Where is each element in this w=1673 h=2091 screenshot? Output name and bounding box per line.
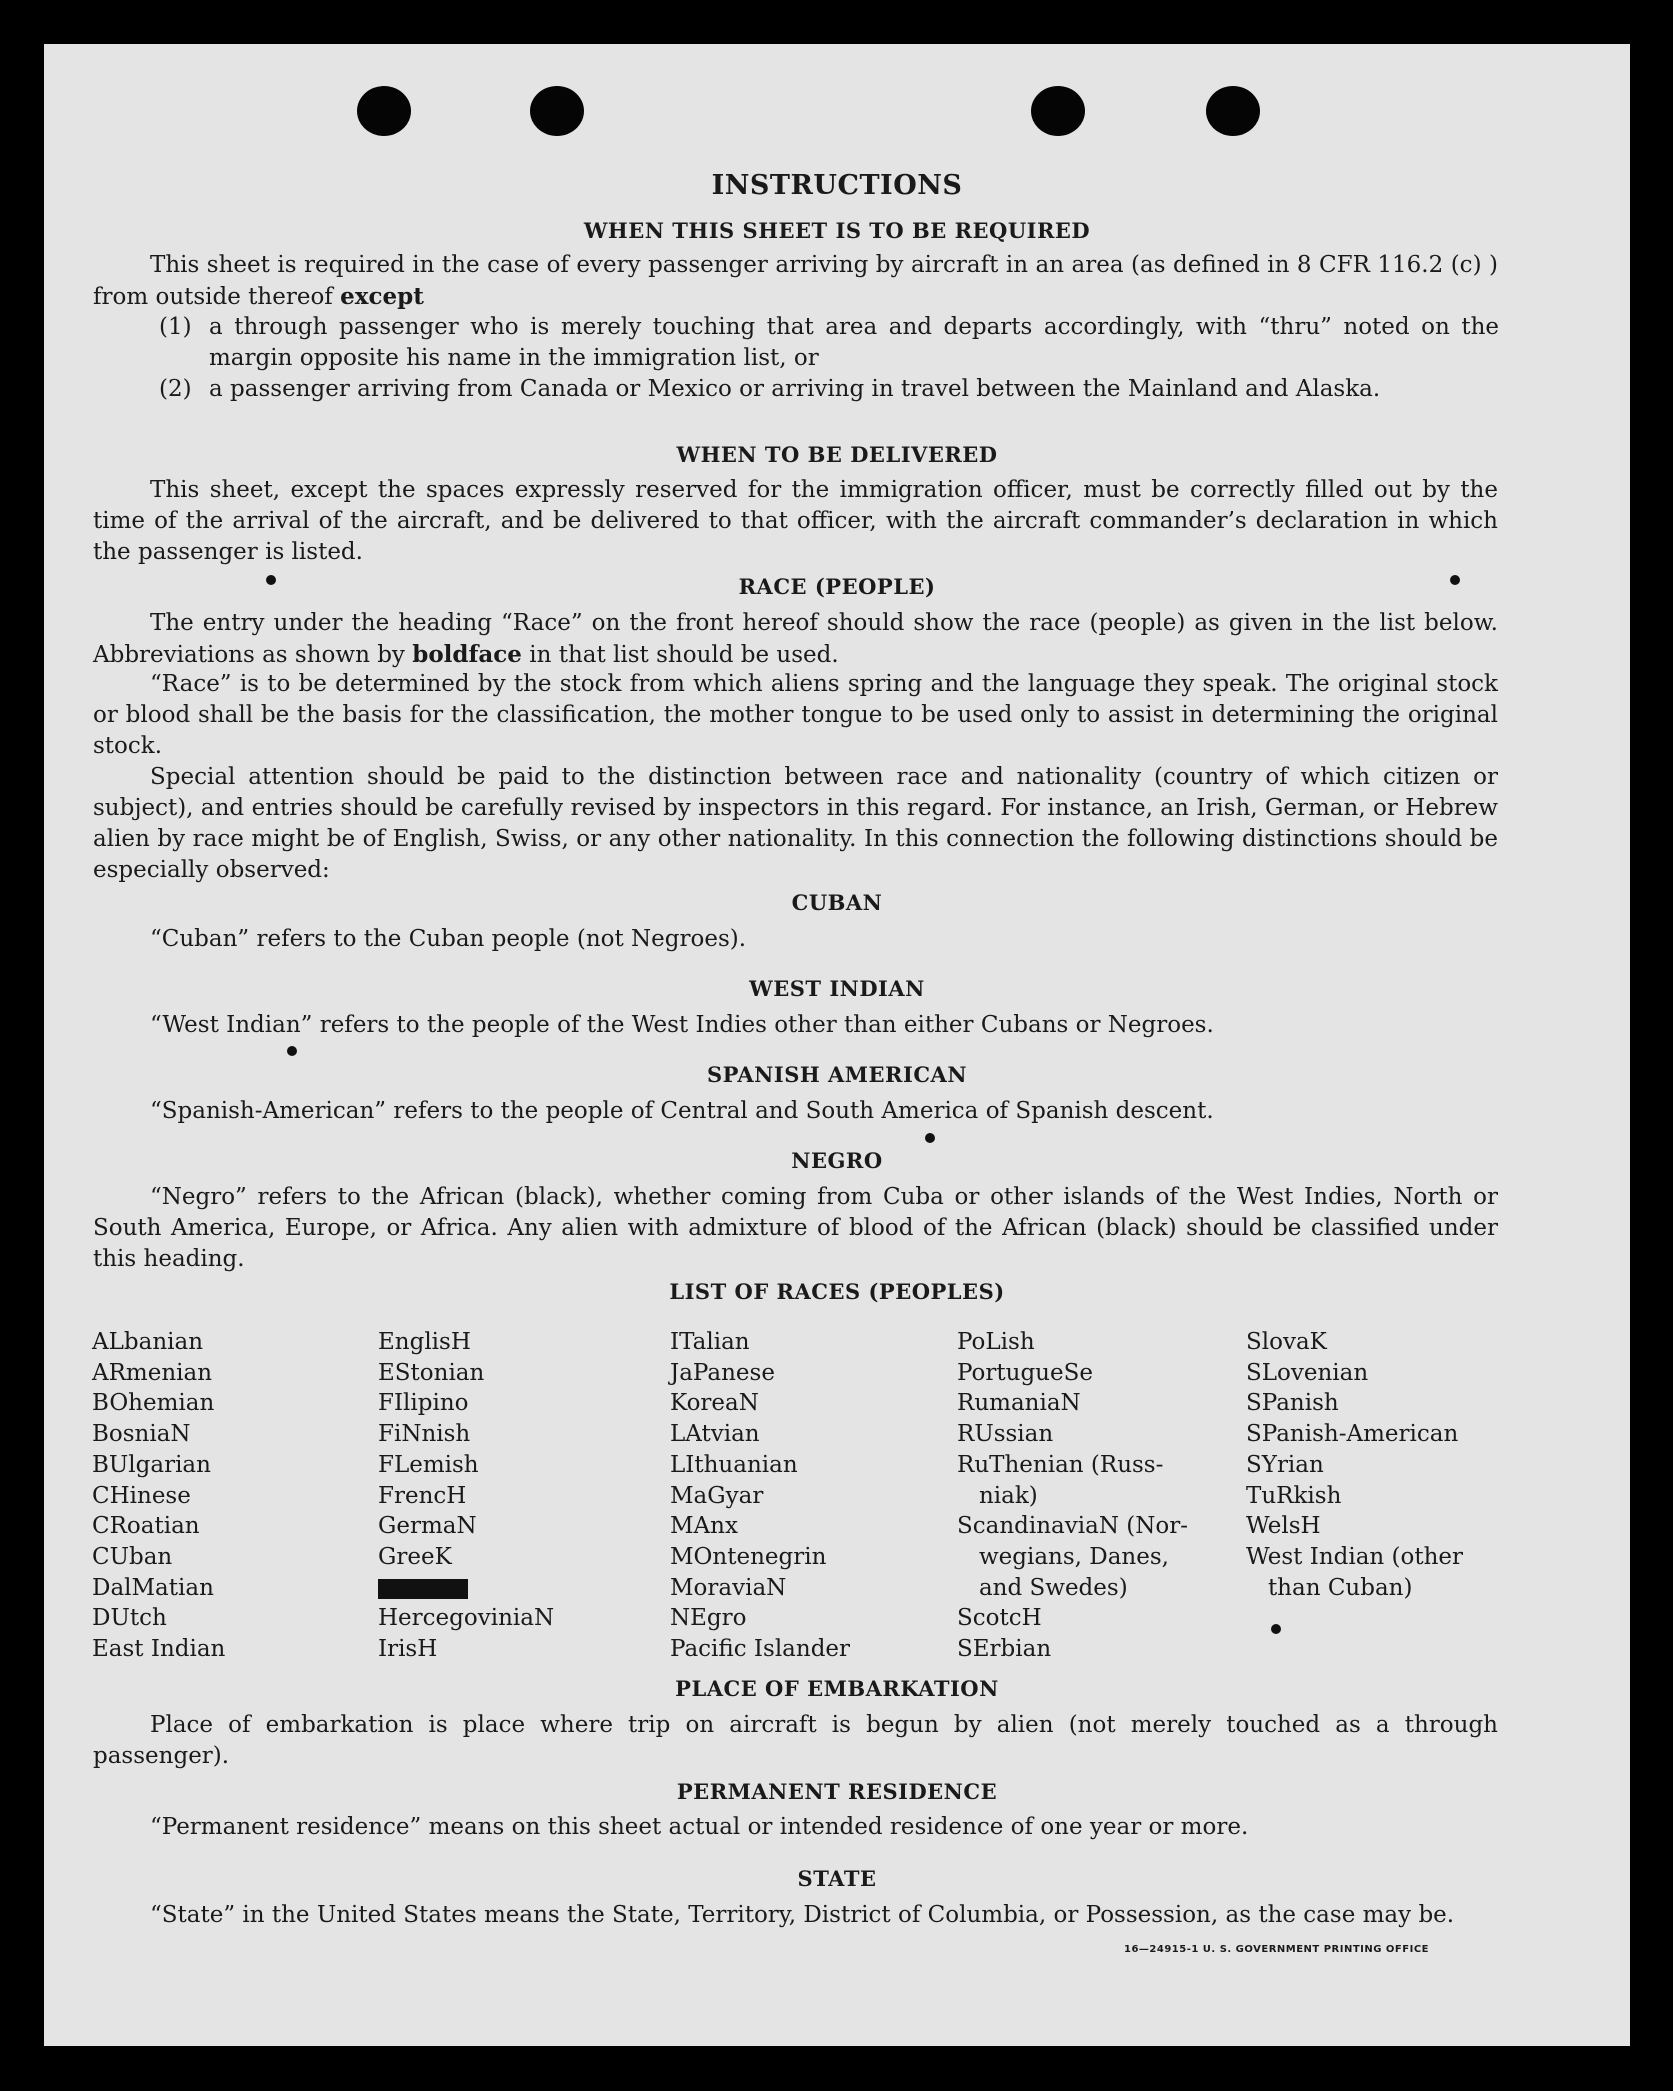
race-entry: SErbian [957,1636,1052,1663]
negro-text: “Negro” refers to the African (black), whether coming from Cuba or other islands of the West Indies, North or South America, Europe, or Africa. Any alien with admixture of blood of the African (black) should be classified under this heading. [93,1184,1498,1272]
race-paragraph-1: The entry under the heading “Race” on the front hereof should show the race (people) as given in the list below. Abbreviations as shown by boldface in that list should be used. [93,610,1498,668]
race-entry: wegians, Danes, [957,1543,1169,1570]
race-entry: RUssian [957,1421,1054,1448]
heading-west-indian: WEST INDIAN [749,976,925,1001]
race-entry: KoreaN [670,1390,759,1417]
race-entry: NEgro [670,1605,747,1632]
race-entry: LAtvian [670,1421,760,1448]
race-entry: West Indian (other [1246,1543,1464,1570]
race-entry: TuRkish [1246,1482,1342,1509]
cuban-text: “Cuban” refers to the Cuban people (not Negroes). [150,926,747,952]
race-entry: ScotcH [957,1605,1042,1632]
residence-text: “Permanent residence” means on this sheet actual or intended residence of one year or more. [150,1814,1249,1840]
race-entry: EStonian [378,1359,485,1386]
race-entry: EnglisH [378,1329,471,1355]
printing-office-footer: 16—24915-1 U. S. GOVERNMENT PRINTING OFFICE [1124,1944,1429,1955]
race-entry: ALbanian [92,1329,204,1355]
race-entry: IrisH [378,1636,438,1663]
races-column-3 [670,1327,850,1665]
race-entry: FiNnish [378,1421,471,1448]
ink-speck [925,1133,935,1143]
heading-delivered: WHEN TO BE DELIVERED [676,442,998,467]
race-entry: SPanish [1246,1390,1339,1417]
page-title: INSTRUCTIONS [711,170,963,201]
heading-cuban: CUBAN [791,890,883,915]
race-entry: FrencH [378,1482,467,1509]
heading-embarkation: PLACE OF EMBARKATION [675,1676,999,1701]
race-entry: MaGyar [670,1482,764,1509]
race-entry: CUban [92,1543,173,1570]
race-entry: MOntenegrin [670,1543,827,1570]
race-entry: and Swedes) [957,1574,1128,1601]
race-entry: LIthuanian [670,1451,798,1478]
heading-state: STATE [797,1866,877,1891]
punch-hole [1206,86,1260,136]
punch-hole [357,86,411,136]
punch-hole [1031,86,1085,136]
required-item-2: (2) a passenger arriving from Canada or Mexico or arriving in travel between the Mainland and Alaska. [159,376,1381,402]
race-entry: BOhemian [92,1390,215,1417]
race-entry: CRoatian [92,1513,200,1540]
race-entry: BosniaN [92,1421,191,1448]
ink-speck [287,1046,297,1056]
document-sheet [44,44,1630,2046]
ink-speck [266,575,276,585]
races-column-4 [957,1327,1188,1665]
race-entry: DalMatian [92,1574,214,1601]
race-entry: JaPanese [670,1359,775,1386]
race-entry: PoLish [957,1329,1035,1355]
race-entry: Pacific Islander [670,1636,851,1663]
race-entry: East Indian [92,1636,226,1663]
heading-required: WHEN THIS SHEET IS TO BE REQUIRED [583,218,1091,243]
state-text: “State” in the United States means the State, Territory, District of Columbia, or Possession, as the case may be. [150,1902,1455,1928]
race-entry: RuThenian (Russ- [957,1451,1164,1478]
required-item-1: (1) a through passenger who is merely touching that area and departs accordingly, with “thru” noted on the margin opposite his name in the immigration list, or [159,314,1499,371]
heading-race: RACE (PEOPLE) [738,574,936,599]
heading-spanish-american: SPANISH AMERICAN [706,1062,968,1087]
race-entry: RumaniaN [957,1390,1081,1417]
race-entry: FIlipino [378,1390,469,1417]
delivered-text: This sheet, except the spaces expressly reserved for the immigration officer, must be correctly filled out by the time of the arrival of the aircraft, and be delivered to that officer, with the aircraft commander’s declaration in which the passenger is listed. [93,477,1498,565]
race-entry: GreeK [378,1543,452,1570]
spanish-american-text: “Spanish-American” refers to the people of Central and South America of Spanish descent. [150,1098,1214,1124]
race-entry: GermaN [378,1513,477,1540]
race-entry: ScandinaviaN (Nor- [957,1513,1188,1540]
west-indian-text: “West Indian” refers to the people of the West Indies other than either Cubans or Negroes. [150,1012,1214,1038]
race-entry: DUtch [92,1605,167,1632]
races-column-1 [92,1327,225,1665]
punch-hole [530,86,584,136]
embarkation-text: Place of embarkation is place where trip on aircraft is begun by alien (not merely touched as a through passenger). [93,1712,1498,1769]
required-intro: This sheet is required in the case of every passenger arriving by aircraft in an area (as defined in 8 CFR 116.2 (c) ) from outside thereof except [93,252,1498,310]
race-paragraph-3: Special attention should be paid to the distinction between race and nationality (country of which citizen or subject), and entries should be carefully revised by inspectors in this regard. For instance, an Irish, German, or Hebrew alien by race might be of English, Swiss, or any other nationality. In this connection the following distinctions should be especially observed: [93,764,1498,883]
race-entry: HercegoviniaN [378,1605,555,1632]
race-entry: SLovenian [1246,1359,1369,1386]
race-entry: ARmenian [92,1359,213,1386]
race-entry: MAnx [670,1513,738,1540]
race-entry: WelsH [1246,1513,1321,1540]
race-entry: MoraviaN [670,1574,787,1601]
race-entry: BUlgarian [92,1451,211,1478]
race-entry: than Cuban) [1246,1574,1413,1601]
heading-negro: NEGRO [791,1148,883,1173]
heading-residence: PERMANENT RESIDENCE [676,1779,998,1804]
race-entry: SYrian [1246,1451,1324,1478]
ink-speck [1271,1624,1281,1634]
heading-races-list: LIST OF RACES (PEOPLES) [669,1279,1005,1304]
race-entry: FLemish [378,1451,479,1478]
races-column-5 [1246,1327,1463,1603]
race-paragraph-2: “Race” is to be determined by the stock from which aliens spring and the language they speak. The original stock or blood shall be the basis for the classification, the mother tongue to be used only to assist in determining the original stock. [93,671,1498,759]
race-entry: niak) [957,1482,1038,1509]
race-entry: SlovaK [1246,1329,1327,1355]
race-entry: SPanish-American [1246,1421,1459,1448]
redaction-mark [378,1579,468,1599]
race-entry: ITalian [670,1329,750,1355]
race-entry [378,1573,554,1604]
race-entry: CHinese [92,1482,191,1509]
ink-speck [1450,575,1460,585]
race-entry: PortugueSe [957,1359,1093,1386]
races-column-2 [378,1327,554,1665]
